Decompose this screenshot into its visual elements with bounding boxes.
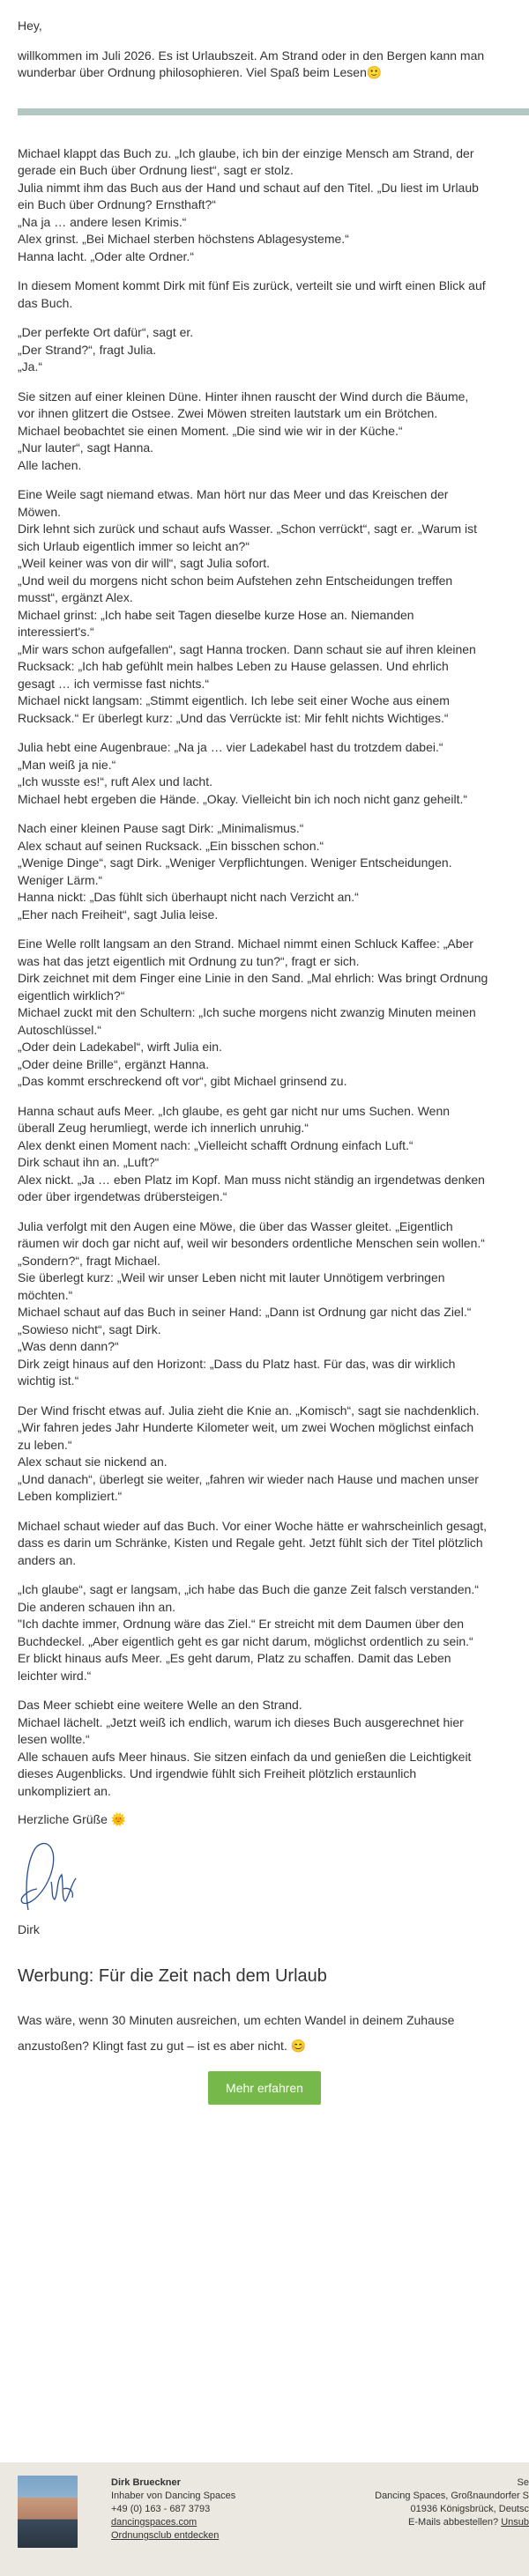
story-line: eigentlich wirklich?“ <box>18 988 125 1003</box>
story-line: Sie überlegt kurz: „Weil wir unser Leben nicht mit lauter Unnötigem verbringen <box>18 1270 445 1284</box>
story-line: „Ja.“ <box>18 359 42 374</box>
story-line: „Nur lauter“, sagt Hanna. <box>18 440 154 455</box>
story-line: Alex grinst. „Bei Michael sterben höchstens Ablagesysteme.“ <box>18 232 349 246</box>
story-line: „Der perfekte Ort dafür“, sagt er. <box>18 325 194 339</box>
signature-graphic <box>18 1836 79 1917</box>
avatar <box>18 2476 78 2548</box>
story-paragraph <box>18 739 529 808</box>
story-line: Alex denkt einen Moment nach: „Vielleicht schafft Ordnung einfach Luft.“ <box>18 1137 414 1152</box>
story-line: Autoschlüssel.“ <box>18 1022 101 1037</box>
footer-company: Se <box>517 2477 529 2488</box>
story-paragraph <box>18 486 529 727</box>
story-paragraph <box>18 936 529 1091</box>
story-line: wichtig ist.“ <box>18 1373 79 1388</box>
story-line: Michael nickt langsam: „Stimmt eigentlich. Ich lebe seit einer Woche aus einem <box>18 693 450 707</box>
story-line: Die anderen schauen ihn an. <box>18 1599 176 1614</box>
story-paragraph <box>18 1518 529 1570</box>
story-line: Buchdeckel. „Aber eigentlich geht es gar nicht darum, möglichst ordentlich zu sein.“ <box>18 1633 473 1648</box>
story-line: Rucksack.“ Er überlegt kurz: „Und das Verrückte ist: Mir fehlt nichts Wichtiges.“ <box>18 710 449 725</box>
story-line: „Man weiß ja nie.“ <box>18 757 116 772</box>
story-line: Leben kompliziert.“ <box>18 1489 123 1503</box>
story-line: Hanna nickt: „Das fühlt sich überhaupt nicht nach Verzicht an.“ <box>18 890 359 904</box>
footer <box>0 2462 529 2576</box>
story-line: „Wir fahren jedes Jahr Hunderte Kilometer weit, um zwei Wochen möglichst einfach <box>18 1420 474 1434</box>
story-line: interessiert's.“ <box>18 625 94 639</box>
ad-button-wrap <box>18 2071 511 2105</box>
ad-text: Was wäre, wenn 30 Minuten ausreichen, um echten Wandel in deinem Zuhause anzustoßen? Klingt fast zu gut – ist es aber nicht. 😊 <box>18 2013 455 2053</box>
story-line: „Na ja … andere lesen Krimis.“ <box>18 214 187 229</box>
story-line: räumen wir doch gar nicht auf, weil wir besonders ordentliche Menschen sein wollen.“ <box>18 1236 485 1250</box>
story-line: „Sondern?“, fragt Michael. <box>18 1253 160 1268</box>
story-line: „Was denn dann?“ <box>18 1339 119 1353</box>
story-line: lesen wollte.“ <box>18 1732 90 1746</box>
story-line: gesagt … ich vermisse fast nichts.“ <box>18 676 210 691</box>
learn-more-button[interactable]: Mehr erfahren <box>208 2071 321 2105</box>
footer-address-line: 01936 Königsbrück, Deutsc <box>410 2504 529 2514</box>
story-line: In diesem Moment kommt Dirk mit fünf Eis zurück, verteilt sie und wirft einen Blick auf <box>18 278 486 292</box>
story-line: „Oder deine Brille“, ergänzt Hanna. <box>18 1056 210 1071</box>
story-line: „Sowieso nicht“, sagt Dirk. <box>18 1321 161 1336</box>
story-line: „Das kommt erschreckend oft vor“, gibt Michael grinsend zu. <box>18 1074 347 1088</box>
story-line: Julia hebt eine Augenbraue: „Na ja … vier Ladekabel hast du trotzdem dabei.“ <box>18 740 443 754</box>
closing-greeting: Herzliche Grüße 🌞 <box>18 1812 127 1826</box>
signature-name: Dirk <box>18 1922 40 1936</box>
story-line: „Oder dein Ladekabel“, wirft Julia ein. <box>18 1040 222 1054</box>
footer-address-line: Dancing Spaces, Großnaundorfer S <box>375 2491 529 2501</box>
story-line: musst“, ergänzt Alex. <box>18 590 133 604</box>
story-line: "Ich dachte immer, Ordnung wäre das Ziel.“ Er streicht mit dem Daumen über den <box>18 1617 465 1631</box>
story-line: dass es darin um Schränke, Kisten und Regale geht. Jetzt fühlt sich der Titel plötzlich <box>18 1536 483 1550</box>
story-line: Hanna schaut aufs Meer. „Ich glaube, es geht gar nicht nur ums Suchen. Wenn <box>18 1103 451 1118</box>
story-line: Julia verfolgt mit den Augen eine Möwe, die über das Wasser gleitet. „Eigentlich <box>18 1218 453 1233</box>
story-line: vor ihnen glitzert die Ostsee. Zwei Möwen streiten lautstark um ein Brötchen. <box>18 406 438 420</box>
handwritten-signature <box>18 1836 529 1917</box>
story-line: leichter wird.“ <box>18 1668 92 1683</box>
footer-phone: +49 (0) 163 - 687 3793 <box>111 2504 211 2514</box>
story-line: Nach einer kleinen Pause sagt Dirk: „Minimalismus.“ <box>18 821 304 835</box>
story-paragraph <box>18 1581 529 1684</box>
story-line: Er blickt hinaus aufs Meer. „Es geht darum, Platz zu schaffen. Damit das Leben <box>18 1651 451 1665</box>
story <box>18 145 529 1801</box>
story-line: Möwen. <box>18 504 62 519</box>
footer-name: Dirk Brueckner <box>111 2477 181 2488</box>
story-paragraph <box>18 145 529 266</box>
footer-unsubscribe <box>375 2516 529 2529</box>
story-paragraph <box>18 820 529 923</box>
greeting: Hey, <box>18 19 42 33</box>
story-line: „Und weil du morgens nicht schon beim Aufstehen zehn Entscheidungen treffen <box>18 573 453 588</box>
story-paragraph <box>18 278 529 312</box>
footer-contact <box>111 2476 235 2543</box>
section-divider <box>18 108 529 115</box>
story-line: Michael schaut auf das Buch in seiner Hand: „Dann ist Ordnung gar nicht das Ziel.“ <box>18 1305 472 1319</box>
story-line: „Mir wars schon aufgefallen“, sagt Hanna trocken. Dann schaut sie auf ihren kleinen <box>18 641 476 656</box>
story-line: Michael lächelt. „Jetzt weiß ich endlich, warum ich dieses Buch ausgerechnet hier <box>18 1714 464 1729</box>
story-line: oder über irgendetwas drübersteigen.“ <box>18 1189 227 1203</box>
ad-title: Werbung: Für die Zeit nach dem Urlaub <box>18 1966 327 1986</box>
story-paragraph <box>18 324 529 376</box>
story-line: ein Buch über Ordnung? Ernsthaft?“ <box>18 197 216 211</box>
story-line: Alex schaut auf seinen Rucksack. „Ein bisschen schon.“ <box>18 838 324 853</box>
story-line: Michael zuckt mit den Schultern: „Ich suche morgens nicht zwanzig Minuten meinen <box>18 1005 476 1019</box>
story-line: was hat das jetzt eigentlich mit Ordnung zu tun?“, fragt er sich. <box>18 953 360 968</box>
story-line: möchten.“ <box>18 1287 73 1302</box>
story-line: „Eher nach Freiheit“, sagt Julia leise. <box>18 907 219 922</box>
story-line: Alle lachen. <box>18 457 82 472</box>
story-line: Der Wind frischt etwas auf. Julia zieht die Knie an. „Komisch“, sagt sie nachdenklich. <box>18 1403 480 1418</box>
story-line: das Buch. <box>18 295 73 310</box>
story-line: Dirk zeigt hinaus auf den Horizont: „Dass du Platz hast. Für das, was dir wirklich <box>18 1356 456 1371</box>
story-line: sich Urlaub eigentlich immer so leicht an?“ <box>18 538 250 553</box>
story-paragraph <box>18 1218 529 1390</box>
story-paragraph <box>18 1103 529 1206</box>
story-line: „Ich glaube“, sagt er langsam, „ich habe das Buch die ganze Zeit falsch verstanden.“ <box>18 1582 479 1596</box>
story-line: „Wenige Dinge“, sagt Dirk. „Weniger Verpflichtungen. Weniger Entscheidungen. <box>18 855 452 870</box>
footer-address <box>375 2476 529 2529</box>
story-line: Michael hebt ergeben die Hände. „Okay. Vielleicht bin ich noch nicht ganz geheilt.“ <box>18 791 468 806</box>
intro-line: willkommen im Juli 2026. Es ist Urlaubszeit. Am Strand oder in den Bergen kann man <box>18 48 485 63</box>
unsubscribe-prefix: E-Mails abbestellen? <box>408 2517 502 2528</box>
website-link[interactable]: dancingspaces.com <box>111 2517 197 2528</box>
story-line: Michael schaut wieder auf das Buch. Vor einer Woche hätte er wahrscheinlich gesagt, <box>18 1518 488 1533</box>
club-link[interactable]: Ordnungsclub entdecken <box>111 2530 220 2541</box>
story-line: „Weil keiner was von dir will“, sagt Julia sofort. <box>18 556 271 570</box>
story-line: Rucksack: „Ich hab gefühlt mein halbes Leben zu Hause gelassen. Und ehrlich <box>18 659 449 673</box>
footer-role: Inhaber von Dancing Spaces <box>111 2491 236 2501</box>
story-paragraph <box>18 1403 529 1506</box>
story-line: überall Zeug herumliegt, werde ich innerlich unruhig.“ <box>18 1121 309 1135</box>
story-line: gerade ein Buch über Ordnung liest“, sagt er stolz. <box>18 163 294 177</box>
story-paragraph <box>18 389 529 475</box>
story-line: „Der Strand?“, fragt Julia. <box>18 342 157 357</box>
story-line: Julia nimmt ihm das Buch aus der Hand und schaut auf den Titel. „Du liest im Urlaub <box>18 180 479 195</box>
story-paragraph <box>18 1697 529 1800</box>
story-line: Eine Weile sagt niemand etwas. Man hört nur das Meer und das Kreischen der <box>18 487 449 501</box>
story-line: Alex nickt. „Ja … eben Platz im Kopf. Man muss nicht ständig an irgendetwas denken <box>18 1172 485 1187</box>
story-line: dieses Augenblicks. Und irgendwie fühlt sich Freiheit plötzlich erstaunlich <box>18 1766 417 1780</box>
intro-line: wunderbar über Ordnung philosophieren. Viel Spaß beim Lesen🙂 <box>18 65 383 79</box>
story-line: Dirk schaut ihn an. „Luft?“ <box>18 1155 160 1169</box>
story-line: Michael grinst: „Ich habe seit Tagen dieselbe kurze Hose an. Niemanden <box>18 607 414 622</box>
story-line: „Ich wusste es!“, ruft Alex und lacht. <box>18 774 212 788</box>
story-line: Eine Welle rollt langsam an den Strand. Michael nimmt einen Schluck Kaffee: „Aber <box>18 936 473 951</box>
story-line: Das Meer schiebt eine weitere Welle an den Strand. <box>18 1698 302 1712</box>
story-line: Sie sitzen auf einer kleinen Düne. Hinter ihnen rauscht der Wind durch die Bäume, <box>18 389 469 403</box>
story-line: anders an. <box>18 1552 77 1567</box>
story-line: Alex schaut sie nickend an. <box>18 1455 168 1469</box>
story-line: Weniger Lärm.“ <box>18 872 103 887</box>
story-line: Michael klappt das Buch zu. „Ich glaube, ich bin der einzige Mensch am Strand, der <box>18 145 474 160</box>
story-line: Dirk lehnt sich zurück und schaut aufs Wasser. „Schon verrückt“, sagt er. „Warum ist <box>18 522 478 536</box>
story-line: unkompliziert an. <box>18 1783 111 1798</box>
story-line: zu leben.“ <box>18 1437 72 1452</box>
story-line: „Und danach“, überlegt sie weiter, „fahren wir wieder nach Hause und machen unser <box>18 1471 479 1486</box>
story-line: Dirk zeichnet mit dem Finger eine Linie in den Sand. „Mal ehrlich: Was bringt Ordnung <box>18 971 488 985</box>
unsubscribe-link[interactable]: Unsub <box>501 2517 529 2528</box>
story-line: Hanna lacht. „Oder alte Ordner.“ <box>18 248 194 263</box>
story-line: Alle schauen aufs Meer hinaus. Sie sitzen einfach da und genießen die Leichtigkeit <box>18 1749 472 1764</box>
intro-paragraph <box>18 48 529 82</box>
story-line: Michael beobachtet sie einen Moment. „Die sind wie wir in der Küche.“ <box>18 423 403 438</box>
